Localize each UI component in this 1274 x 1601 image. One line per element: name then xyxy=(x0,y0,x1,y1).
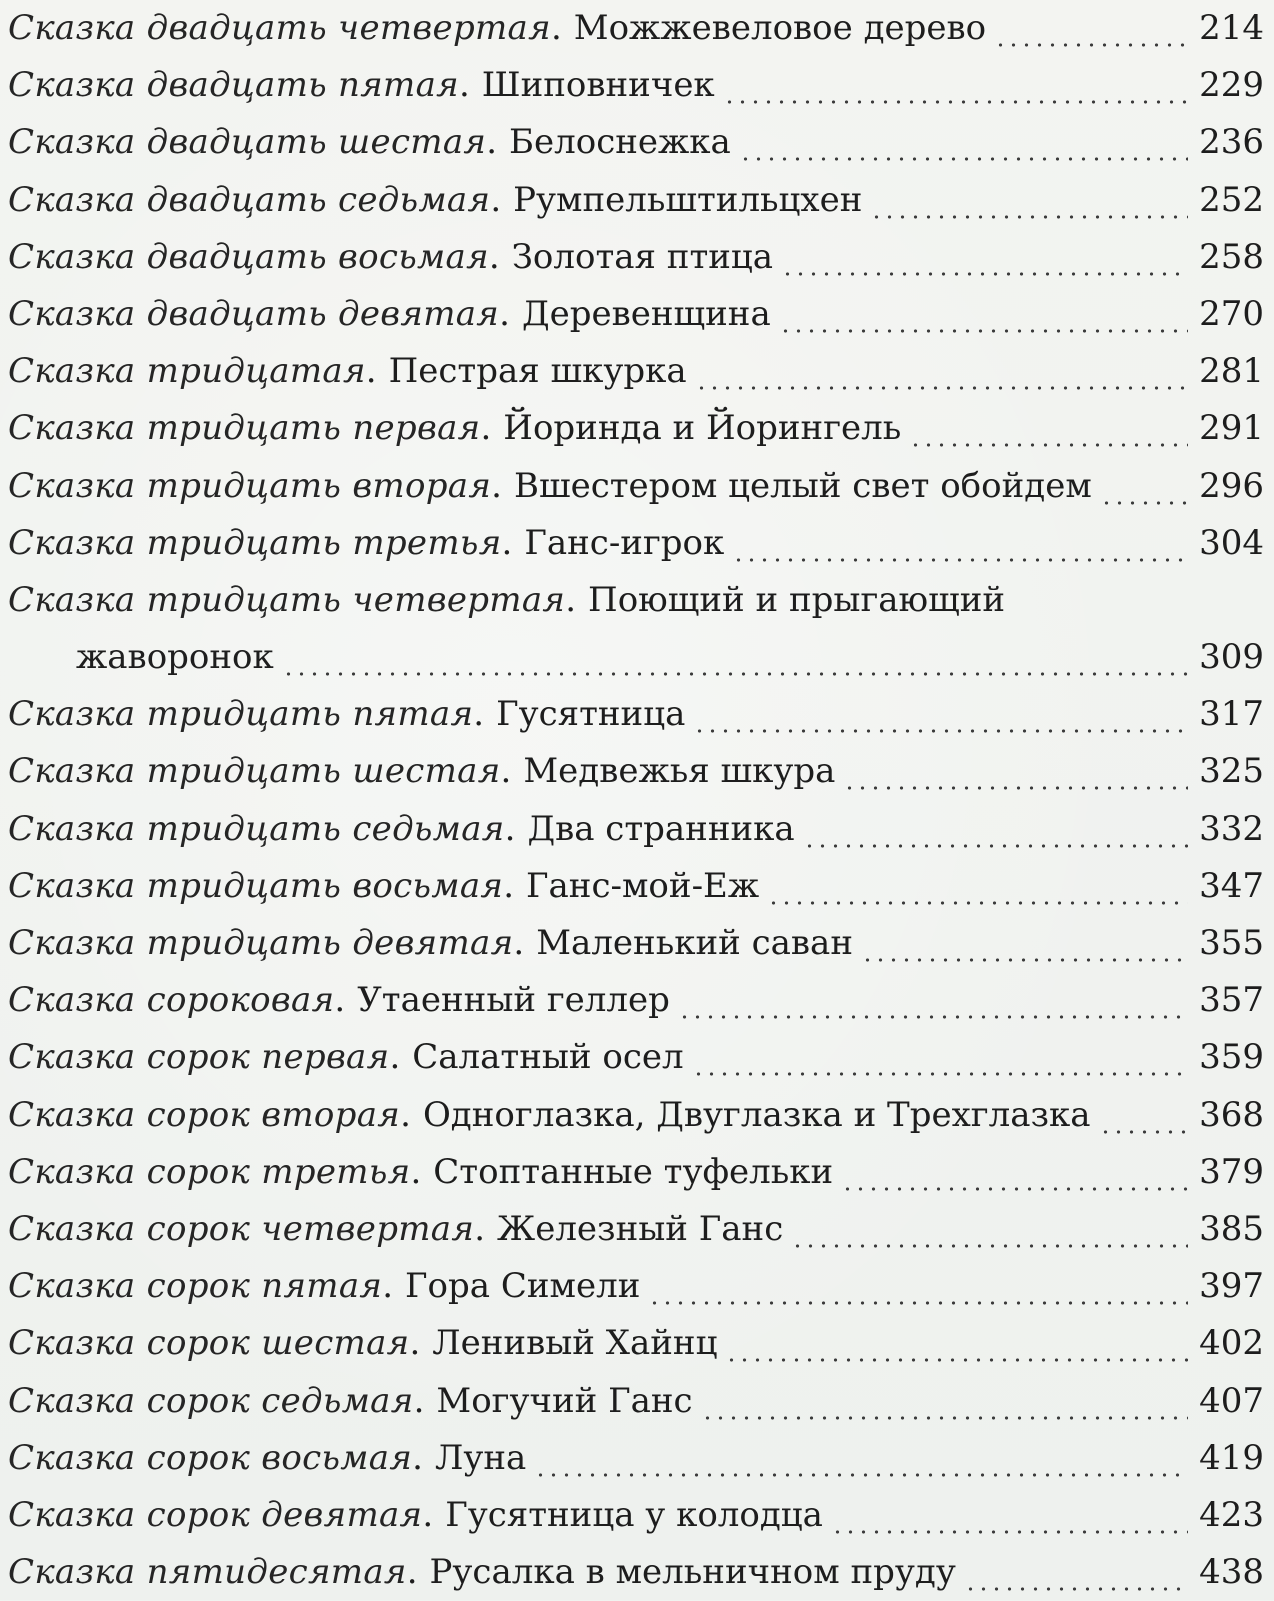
toc-entry xyxy=(8,686,1264,743)
page-number: 296 xyxy=(1199,465,1264,506)
toc-entry xyxy=(8,286,1264,343)
tale-title: Пестрая шкурка xyxy=(388,351,687,392)
toc-line: Сказка сорок первая . Салатный осел 359 xyxy=(8,1029,1264,1086)
tale-title: Поющий и прыгающий xyxy=(588,579,1006,620)
page-number: 258 xyxy=(1199,236,1264,277)
toc-line: Сказка двадцать четвертая . Можжевеловое дерево 214 xyxy=(8,0,1264,57)
dot-leader xyxy=(534,1430,1188,1487)
tale-number-label: Сказка сорок пятая xyxy=(8,1266,383,1307)
tale-title: Ганс-мой-Еж xyxy=(526,865,760,906)
toc-entry xyxy=(8,972,1264,1029)
tale-number-label: Сказка двадцать восьмая xyxy=(8,236,489,277)
dot-leader xyxy=(791,1201,1188,1258)
toc-line: Сказка сорок четвертая . Железный Ганс 385 xyxy=(8,1201,1264,1258)
tale-number-label: Сказка сороковая xyxy=(8,980,335,1021)
tale-number-label: Сказка сорок седьмая xyxy=(8,1380,414,1421)
dot-leader xyxy=(964,1544,1188,1601)
toc-entry xyxy=(8,114,1264,171)
page-number: 270 xyxy=(1199,293,1264,334)
tale-number-label: Сказка сорок восьмая xyxy=(8,1437,413,1478)
toc-line: Сказка сороковая . Утаенный геллер 357 xyxy=(8,972,1264,1029)
dot-leader xyxy=(693,686,1188,743)
toc-entry xyxy=(8,858,1264,915)
tale-title-continuation: жаворонок xyxy=(76,637,274,678)
tale-number-label: Сказка тридцать шестая xyxy=(8,751,501,792)
page-number: 355 xyxy=(1199,923,1264,964)
page-number: 236 xyxy=(1199,122,1264,163)
dot-leader xyxy=(723,57,1188,114)
toc-line: Сказка тридцатая . Пестрая шкурка 281 xyxy=(8,343,1264,400)
dot-leader xyxy=(843,743,1188,800)
tale-number-label: Сказка тридцать пятая xyxy=(8,694,474,735)
toc-entry xyxy=(8,1258,1264,1315)
tale-title: Стоптанные туфельки xyxy=(433,1151,834,1192)
toc-entry xyxy=(8,1029,1264,1086)
dot-leader xyxy=(732,515,1188,572)
page-number: 359 xyxy=(1199,1037,1264,1078)
tale-title: Утаенный геллер xyxy=(357,980,670,1021)
dot-leader xyxy=(870,172,1188,229)
tale-title: Железный Ганс xyxy=(497,1208,784,1249)
toc-entry xyxy=(8,57,1264,114)
dot-leader xyxy=(739,114,1188,171)
dot-leader xyxy=(701,1373,1188,1430)
toc-line: Сказка тридцать восьмая . Ганс-мой-Еж 347 xyxy=(8,858,1264,915)
toc-entry xyxy=(8,458,1264,515)
toc-line: Сказка сорок пятая . Гора Симели 397 xyxy=(8,1258,1264,1315)
toc-line: Сказка сорок восьмая . Луна 419 xyxy=(8,1430,1264,1487)
dot-leader xyxy=(841,1144,1188,1201)
tale-title: Могучий Ганс xyxy=(436,1380,693,1421)
toc-line-continuation xyxy=(8,629,1264,686)
tale-title: Два странника xyxy=(527,808,795,849)
tale-number-label: Сказка двадцать четвертая xyxy=(8,8,551,48)
toc-entry xyxy=(8,229,1264,286)
toc-entry xyxy=(8,1087,1264,1144)
toc-line: Сказка пятидесятая . Русалка в мельничном пруду 438 xyxy=(8,1544,1264,1601)
page-number: 214 xyxy=(1199,8,1264,48)
toc-line: Сказка двадцать шестая . Белоснежка 236 xyxy=(8,114,1264,171)
toc-line: Сказка тридцать седьмая . Два странника 332 xyxy=(8,801,1264,858)
tale-number-label: Сказка двадцать шестая xyxy=(8,122,487,163)
toc-entry xyxy=(8,0,1264,57)
toc-line: Сказка тридцать вторая . Вшестером целый свет обойдем 296 xyxy=(8,458,1264,515)
page-number: 397 xyxy=(1199,1266,1264,1307)
toc-line: Сказка тридцать девятая . Маленький саван 355 xyxy=(8,915,1264,972)
toc-entry xyxy=(8,1487,1264,1544)
dot-leader xyxy=(767,858,1188,915)
tale-title: Салатный осел xyxy=(412,1037,684,1078)
toc-entry xyxy=(8,572,1264,686)
tale-title: Шиповничек xyxy=(481,65,715,106)
toc-entry xyxy=(8,1430,1264,1487)
toc-line: Сказка тридцать четвертая . Поющий и прыгающий xyxy=(8,572,1264,629)
page-number: 357 xyxy=(1199,980,1264,1021)
tale-title: Маленький саван xyxy=(536,923,853,964)
page-number: 252 xyxy=(1199,179,1264,220)
tale-number-label: Сказка сорок третья xyxy=(8,1151,411,1192)
dot-leader xyxy=(725,1315,1188,1372)
dot-leader xyxy=(1099,1087,1188,1144)
tale-title: Румпельштильцхен xyxy=(513,179,863,220)
dot-leader xyxy=(779,286,1188,343)
tale-number-label: Сказка пятидесятая xyxy=(8,1552,407,1593)
tale-title: Ганс-игрок xyxy=(524,522,725,563)
page-number: 438 xyxy=(1199,1552,1264,1593)
page-number: 325 xyxy=(1199,751,1264,792)
tale-title: Йоринда и Йорингель xyxy=(503,408,902,449)
tale-number-label: Сказка тридцать девятая xyxy=(8,923,514,964)
tale-number-label: Сказка тридцать вторая xyxy=(8,465,492,506)
toc-line: Сказка сорок девятая . Гусятница у колодца 423 xyxy=(8,1487,1264,1544)
toc-entry xyxy=(8,515,1264,572)
dot-leader xyxy=(909,400,1188,457)
toc-line: Сказка сорок вторая . Одноглазка, Двуглазка и Трехглазка 368 xyxy=(8,1087,1264,1144)
tale-title: Одноглазка, Двуглазка и Трехглазка xyxy=(422,1094,1091,1135)
tale-title: Луна xyxy=(434,1437,527,1478)
page-number: 332 xyxy=(1199,808,1264,849)
table-of-contents xyxy=(8,0,1264,1601)
page-number: 379 xyxy=(1199,1151,1264,1192)
toc-entry xyxy=(8,172,1264,229)
tale-number-label: Сказка тридцатая xyxy=(8,351,366,392)
dot-leader xyxy=(678,972,1188,1029)
tale-number-label: Сказка сорок шестая xyxy=(8,1323,410,1364)
page-number: 347 xyxy=(1199,865,1264,906)
toc-line: Сказка двадцать седьмая . Румпельштильцхен 252 xyxy=(8,172,1264,229)
toc-line: Сказка тридцать шестая . Медвежья шкура 325 xyxy=(8,743,1264,800)
dot-leader xyxy=(803,801,1188,858)
toc-entry xyxy=(8,1315,1264,1372)
tale-number-label: Сказка тридцать первая xyxy=(8,408,481,449)
dot-leader xyxy=(781,229,1188,286)
tale-number-label: Сказка сорок четвертая xyxy=(8,1208,475,1249)
tale-number-label: Сказка тридцать восьмая xyxy=(8,865,504,906)
page-number: 304 xyxy=(1199,522,1264,563)
toc-line: Сказка тридцать третья . Ганс-игрок 304 xyxy=(8,515,1264,572)
toc-entry xyxy=(8,1544,1264,1601)
dot-leader xyxy=(994,0,1188,57)
tale-title: Гора Симели xyxy=(405,1266,641,1307)
tale-number-label: Сказка тридцать седьмая xyxy=(8,808,505,849)
tale-title: Можжевеловое дерево xyxy=(573,8,987,48)
toc-line: Сказка двадцать восьмая . Золотая птица 258 xyxy=(8,229,1264,286)
dot-leader xyxy=(695,343,1188,400)
tale-number-label: Сказка сорок девятая xyxy=(8,1494,423,1535)
toc-line: Сказка двадцать девятая . Деревенщина 270 xyxy=(8,286,1264,343)
dot-leader xyxy=(831,1487,1188,1544)
page-number: 368 xyxy=(1199,1094,1264,1135)
tale-title: Русалка в мельничном пруду xyxy=(429,1552,956,1593)
tale-title: Ленивый Хайнц xyxy=(432,1323,718,1364)
toc-entry xyxy=(8,400,1264,457)
toc-entry xyxy=(8,1373,1264,1430)
toc-entry xyxy=(8,1201,1264,1258)
toc-line: Сказка сорок шестая . Ленивый Хайнц 402 xyxy=(8,1315,1264,1372)
toc-line: Сказка тридцать пятая . Гусятница 317 xyxy=(8,686,1264,743)
dot-leader xyxy=(1100,458,1188,515)
tale-title: Гусятница xyxy=(496,694,686,735)
tale-title: Вшестером целый свет обойдем xyxy=(513,465,1092,506)
page-number: 317 xyxy=(1199,694,1264,735)
dot-leader xyxy=(692,1029,1188,1086)
toc-line: Сказка сорок седьмая . Могучий Ганс 407 xyxy=(8,1373,1264,1430)
page-number: 402 xyxy=(1199,1323,1264,1364)
page-number: 291 xyxy=(1199,408,1264,449)
page-number: 309 xyxy=(1199,637,1264,678)
toc-entry xyxy=(8,915,1264,972)
tale-title: Золотая птица xyxy=(511,236,774,277)
toc-entry xyxy=(8,801,1264,858)
toc-entry xyxy=(8,343,1264,400)
page-number: 423 xyxy=(1199,1494,1264,1535)
tale-title: Гусятница у колодца xyxy=(445,1494,823,1535)
tale-title: Деревенщина xyxy=(521,293,771,334)
tale-number-label: Сказка тридцать четвертая xyxy=(8,579,566,620)
page-number: 407 xyxy=(1199,1380,1264,1421)
dot-leader xyxy=(282,629,1188,686)
tale-number-label: Сказка двадцать девятая xyxy=(8,293,500,334)
page-number: 281 xyxy=(1199,351,1264,392)
tale-number-label: Сказка двадцать пятая xyxy=(8,65,459,106)
page-number: 385 xyxy=(1199,1208,1264,1249)
toc-entry xyxy=(8,1144,1264,1201)
toc-line: Сказка тридцать первая . Йоринда и Йорингель 291 xyxy=(8,400,1264,457)
page-number: 229 xyxy=(1199,65,1264,106)
tale-title: Медвежья шкура xyxy=(523,751,836,792)
tale-number-label: Сказка двадцать седьмая xyxy=(8,179,491,220)
tale-title: Белоснежка xyxy=(509,122,731,163)
toc-line: Сказка двадцать пятая . Шиповничек 229 xyxy=(8,57,1264,114)
dot-leader xyxy=(648,1258,1188,1315)
toc-entry xyxy=(8,743,1264,800)
tale-number-label: Сказка сорок первая xyxy=(8,1037,390,1078)
tale-number-label: Сказка сорок вторая xyxy=(8,1094,401,1135)
page-number: 419 xyxy=(1199,1437,1264,1478)
tale-number-label: Сказка тридцать третья xyxy=(8,522,502,563)
toc-line: Сказка сорок третья . Стоптанные туфельки 379 xyxy=(8,1144,1264,1201)
dot-leader xyxy=(861,915,1188,972)
